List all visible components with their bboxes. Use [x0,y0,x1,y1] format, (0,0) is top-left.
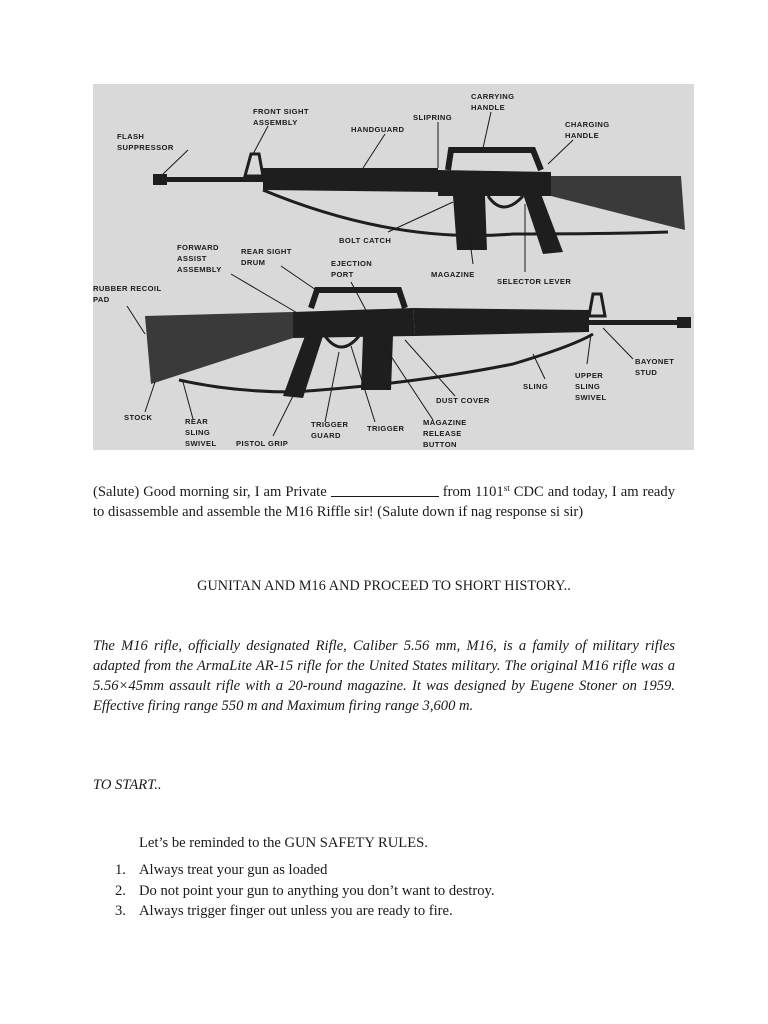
svg-text:TRIGGERGUARD: TRIGGER GUARD [311,420,349,440]
svg-text:UPPERSLINGSWIVEL: UPPER SLING SWIVEL [575,371,607,402]
bottom-rifle-drawing [145,290,691,398]
list-item [93,883,495,904]
intro-part1: (Salute) Good morning sir, I am Private [93,484,327,500]
svg-text:CHARGINGHANDLE: CHARGING HANDLE [565,120,610,140]
label-rubber-recoil-pad: RUBBER RECOIL [93,284,162,293]
label-trigger-guard: TRIGGER [311,420,349,429]
svg-text:CARRYINGHANDLE: CARRYING HANDLE [471,92,515,112]
label-flash-suppressor: FLASH [117,132,145,141]
list-item [93,903,495,924]
rule-number: 3. [115,903,126,919]
safety-rules-list [93,862,495,924]
label-front-sight-assembly: FRONT SIGHT [253,107,309,116]
rule-number: 2. [115,882,126,899]
label-pistol-grip: PISTOL GRIP [236,439,289,448]
rule-number: 1. [115,862,126,878]
intro-sup: st [503,483,510,493]
section-heading: GUNITAN AND M16 AND PROCEED TO SHORT HISTORY.. [197,578,571,594]
svg-text:BAYONETSTUD: BAYONET STUD [635,357,675,377]
to-start-label: TO START.. [93,777,162,793]
label-selector-lever: SELECTOR LEVER [497,277,572,286]
label-forward-assist-assembly: FORWARD [177,243,219,252]
svg-text:FLASHSUPPRESSOR: FLASH SUPPRESSOR [117,132,174,152]
svg-text:MAGAZINERELEASEBUTTON: MAGAZINE RELEASE BUTTON [423,418,467,449]
label-dust-cover: DUST COVER [436,396,490,405]
label-trigger: TRIGGER [367,424,405,433]
label-ejection-port: EJECTION [331,259,373,268]
top-rifle-drawing [153,150,685,254]
m16-diagram-figure [93,84,694,450]
label-stock: STOCK [124,413,153,422]
svg-text:FRONT SIGHTASSEMBLY: FRONT SIGHT ASSEMBLY [253,107,309,127]
label-upper-sling-swivel: UPPER [575,371,604,380]
safety-reminder: Let’s be reminded to the GUN SAFETY RULES. [139,835,428,851]
label-rear-sight-drum: REAR SIGHT [241,247,292,256]
label-magazine-release-button: MAGAZINE [423,418,467,427]
label-sling: SLING [523,382,549,391]
label-handguard: HANDGUARD [351,125,405,134]
rule-text: Always treat your gun as loaded [139,862,328,878]
svg-text:REARSLINGSWIVEL: REAR SLING SWIVEL [185,417,217,448]
svg-text:FORWARDASSISTASSEMBLY: FORWARD ASSIST ASSEMBLY [177,243,222,274]
label-carrying-handle: CARRYING [471,92,515,101]
intro-part2: from 1101 [442,484,504,500]
svg-text:REAR SIGHTDRUM: REAR SIGHT DRUM [241,247,292,267]
label-magazine-top: MAGAZINE [431,270,475,279]
history-paragraph: The M16 rifle, officially designated Rifle, Caliber 5.56 mm, M16, is a family of military rifles adapted from the ArmaLite AR-15 rifle for the United States military. The original M16 rifle was a 5.56×45mm assault rifle with a 20-round magazine. It was designed by Eugene Stoner on 1959. Effective firing range 550 m and Maximum firing range 3,600 m. [93,638,675,714]
svg-text:RUBBER RECOILPAD: RUBBER RECOIL PAD [93,284,162,304]
svg-text:EJECTIONPORT: EJECTION PORT [331,259,373,279]
label-charging-handle: CHARGING [565,120,610,129]
rule-text: Always trigger finger out unless you are ready to fire. [139,903,453,919]
label-slipring: SLIPRING [413,113,453,122]
label-rear-sling-swivel: REAR [185,417,209,426]
label-bayonet-stud: BAYONET [635,357,675,366]
intro-part3: CDC and today, I am ready to disassemble and assemble the M16 Riffle sir! (Salute down if nag response si sir) [93,484,675,520]
name-blank [331,483,439,497]
intro-paragraph [93,482,675,522]
label-bolt-catch: BOLT CATCH [339,236,392,245]
list-item [93,862,495,883]
rule-text: Do not point your gun to anything you don’t want to destroy. [139,882,495,899]
